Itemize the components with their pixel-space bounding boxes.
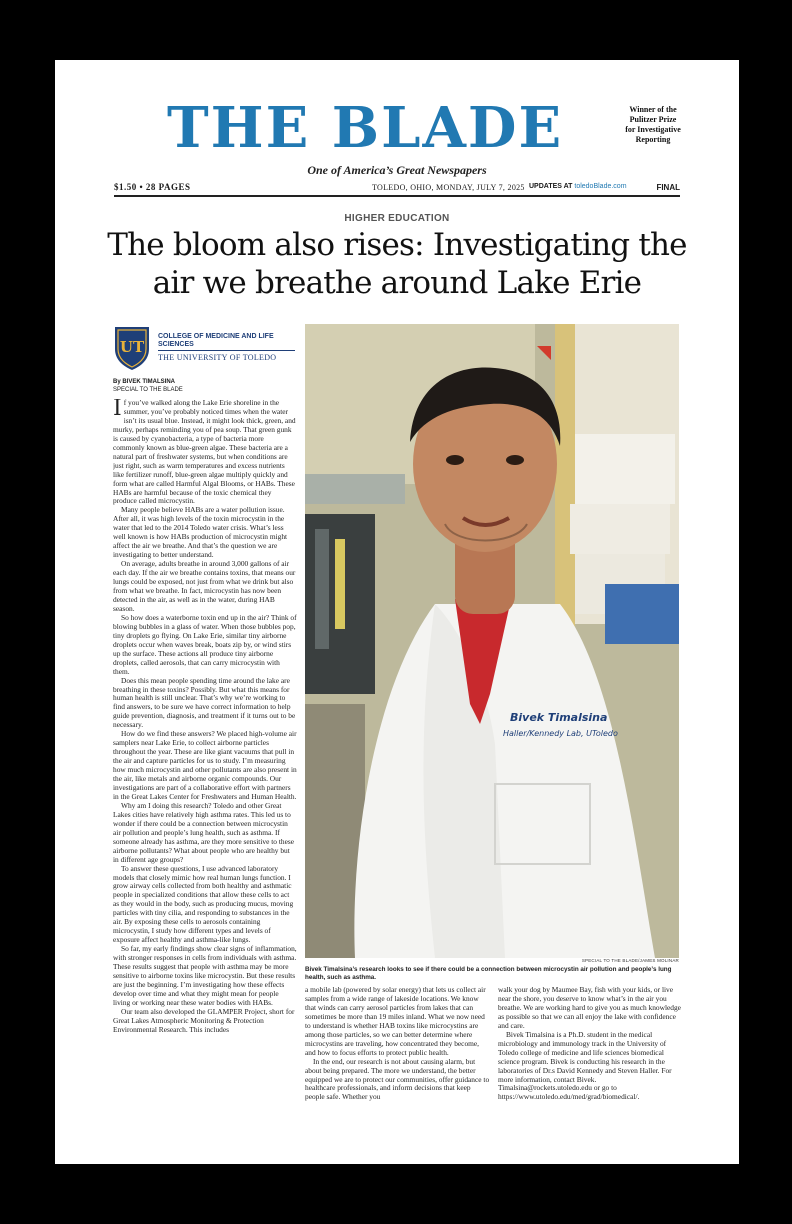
college-name: COLLEGE OF MEDICINE AND LIFE SCIENCES — [158, 333, 274, 348]
paragraph-text: f you’ve walked along the Lake Erie shoreline in the summer, you’ve probably noticed times when the water isn’t its usual blue. Instead, it might look thick, green, and murky, perhaps reminding you of pea soup. That green gunk is caused by cyanobacteria, a type of bacteria more commonly known as blue-green algae. These bacteria are a natural part of freshwater systems, but when conditions are just right, such as warm temperatures and excess nutrients like fertilizer runoff, blue-green algae multiply quickly and form what are called Harmful Algal Blooms, or HABs. These HABs are harmful because of the toxic chemical they produce called microcystin. — [113, 399, 296, 506]
price-pages: $1.50 • 28 PAGES — [114, 182, 191, 192]
article-paragraph: a mobile lab (powered by solar energy) that lets us collect air samples from a wide range of lakeside locations. We know that winds can carry aerosol particles from lakes that can sometimes be more than 19 miles inland. What we now need to understand is whether HAB toxins like microcystins are among those particles, so we can better determine where microcystins are traveling, how concentrated they become, and how to focus efforts to protect public health. — [305, 986, 486, 1057]
ut-logo — [113, 325, 297, 371]
article-paragraph: In the end, our research is not about causing alarm, but about being prepared. The more we understand, the better equipped we are to protect our communities, offer guidance to healthcare professionals, and inform decisions that keep people safe. Whether you — [305, 1056, 490, 1102]
article-paragraph — [113, 399, 297, 506]
site-link[interactable]: toledoBlade.com — [574, 183, 627, 190]
logo-divider — [158, 350, 295, 351]
shield-letters: UT — [119, 338, 145, 356]
photo-credit: SPECIAL TO THE BLADE/JAMES MOLINAR — [581, 958, 679, 963]
byline — [113, 378, 298, 394]
byline-author: By BIVEK TIMALSINA — [113, 379, 176, 385]
article-paragraph: walk your dog by Maumee Bay, fish with your kids, or live near the shore, you deserve to know what’s in the air you breathe. We are working hard to give you as much knowledge as possible so that we can all enjoy the lake with confidence and care. — [498, 986, 681, 1030]
article-column-1 — [113, 399, 297, 1119]
edition-label: FINAL — [656, 183, 680, 192]
pulitzer-note — [618, 105, 688, 145]
newspaper-page — [55, 60, 739, 1164]
photo-caption: Bivek Timalsina’s research looks to see if there could be a connection between microcystin air pollution and people’s lung health, such as asthma. — [305, 966, 672, 981]
article-paragraph: On average, adults breathe in around 3,000 gallons of air each day. If the air we breathe contains toxins, that means our lungs could be exposed, not just from what we drink but also from what we breathe. In fact, microcystin has now been detected in the air, as well as in the water, during HAB season. — [113, 559, 296, 613]
tagline: One of America’s Great Newspapers — [307, 163, 487, 177]
byline-credit: SPECIAL TO THE BLADE — [113, 387, 183, 393]
article-paragraph: Why am I doing this research? Toledo and other Great Lakes cities have relatively high asthma rates. This led us to wonder if there could be a connection between microcystin air pollution and people’s lung health, such as asthma. If someone already has asthma, are they more sensitive to these airborne pollutants? What about people who are healthy but in different age groups? — [113, 800, 295, 864]
shield-icon — [113, 325, 151, 371]
masthead — [55, 95, 739, 161]
coat-lab-embroidery: Haller/Kennedy Lab, UToledo — [503, 729, 618, 738]
info-bar — [114, 181, 680, 197]
paper-name: THE BLADE — [167, 95, 564, 161]
pulitzer-line: Pulitzer Prize — [629, 115, 677, 124]
article-column-2 — [305, 986, 491, 1126]
updates-note — [529, 183, 627, 190]
dateline: TOLEDO, OHIO, MONDAY, JULY 7, 2025 — [372, 183, 525, 192]
article-paragraph: Bivek Timalsina is a Ph.D. student in the medical microbiology and immunology track in the University of Toledo college of medicine and life sciences biomedical science program. Bivek is conducting his research in the laboratories of Dr.s David Kennedy and Steven Haller. For more information, contact Bivek. Timalsina@rockets.utoledo.edu or go to https://www.utoledo.edu/med/grad/biomedical/. — [498, 1029, 672, 1102]
article-column-3 — [498, 986, 682, 1126]
article-paragraph: Many people believe HABs are a water pollution issue. After all, it was high levels of the toxin microcystin in the water that led to the 2014 Toledo water crisis. What’s less well known is how HABs production of microcystin might affect the air we breathe. And that’s the question we are investigating to better understand. — [113, 505, 288, 560]
pulitzer-line: for Investigative — [625, 125, 681, 134]
dropcap: I — [113, 399, 122, 421]
pulitzer-line: Winner of the — [629, 105, 677, 114]
article-paragraph: Does this mean people spending time around the lake are breathing in these toxins? Possibly. But what this means for human health is still unclear. That’s why we’re working to find answers, to be sure we have correct information to help guide prevention, diagnosis, and treatment if it turns out to be necessary. — [113, 675, 296, 730]
article-paragraph: So how does a waterborne toxin end up in the air? Think of blowing bubbles in a glass of water. When those bubbles pop, tiny droplets go flying. On Lake Erie, similar tiny airborne droplets occur when waves break, boats zip by, or wind stirs up the surface. These actions all produce tiny airborne droplets, called aerosols, that can carry microcystin with them. — [113, 612, 297, 676]
article-paragraph: Our team also developed the GLAMPER Project, short for Great Lakes Atmospheric Monitoring & Protection Environmental Research. This includes — [113, 1006, 295, 1034]
university-name: THE UNIVERSITY OF TOLEDO — [158, 353, 277, 362]
article-photo — [305, 324, 679, 958]
article-paragraph: So far, my early findings show clear signs of inflammation, with stronger responses in cells from individuals with asthma. These results suggest that people with asthma may be more sensitive to airborne toxins like microcystin. But these results are just the beginning. I’m investigating how these effects develop over time and what they might mean for people living or working near these water bodies with HABs. — [113, 944, 297, 1007]
headline: The bloom also rises: Investigating the air we breathe around Lake Erie — [107, 227, 687, 301]
pulitzer-line: Reporting — [635, 135, 671, 144]
article-paragraph: To answer these questions, I use advanced laboratory models that closely mimic how real human lungs function. I grow airway cells collected from both healthy and asthmatic people in specialized conditions that allow these cells to act as they would in the body, such as producing mucus, moving particles with tiny cilia, and responding to substances in the air. By exposing these cells to aerosols containing microcystin, I study how different types and levels of exposure affect healthy and asthma-like lungs. — [113, 863, 294, 945]
coat-name-embroidery: Bivek Timalsina — [510, 711, 608, 724]
lab-scene-illustration — [305, 324, 679, 958]
article-paragraph: How do we find these answers? We placed high-volume air samplers near Lake Erie, to collect airborne particles throughout the year. These are like giant vacuums that pull in the air and capture particles for us to study. I’m measuring how much microcystin and other pollutants are also present in the air, like metals and airborne organic compounds. Our investigations are part of a collaborative effort with partners in the Great Lakes Center for Freshwaters and Human Health. — [113, 729, 297, 801]
section-kicker: HIGHER EDUCATION — [344, 213, 450, 224]
updates-label: UPDATES AT — [529, 183, 575, 190]
